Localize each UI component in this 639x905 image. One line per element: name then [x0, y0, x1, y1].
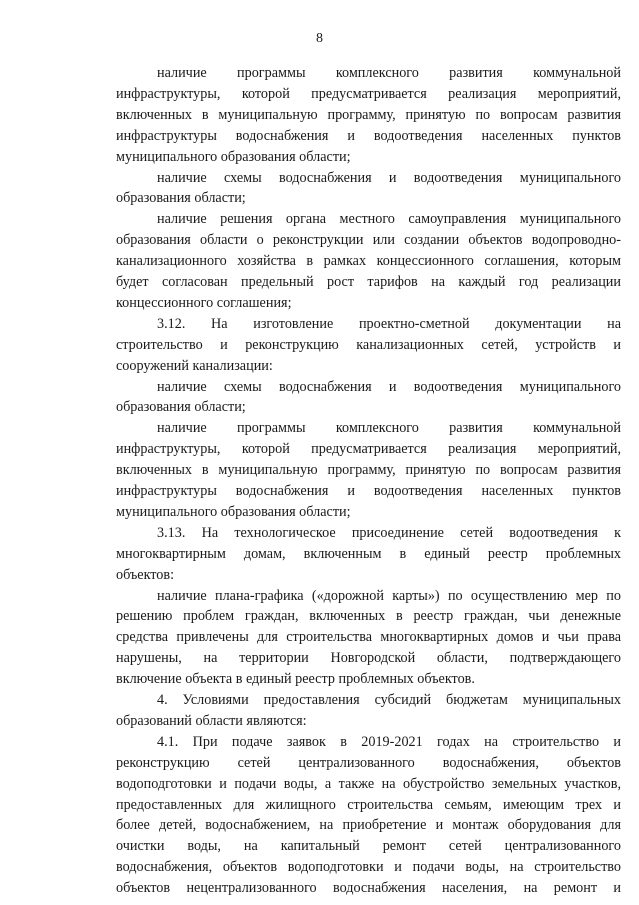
text-line: образований области являются: — [116, 712, 307, 729]
text-line: реконструкцию сетей централизованного водоснабжения, объектов — [116, 754, 621, 771]
text-line: наличие программы комплексного развития коммунальной — [157, 420, 621, 437]
text-line: канализационного хозяйства в рамках концессионного соглашения, которым — [116, 253, 621, 270]
text-line: муниципального образования области; — [116, 148, 351, 165]
text-line: образования области; — [116, 399, 246, 416]
text-line: наличие плана-графика («дорожной карты») по осуществлению мер по — [157, 587, 621, 604]
text-line: инфраструктуры, которой предусматривается реализация мероприятий, — [116, 441, 621, 458]
text-line: включенных в муниципальную программу, принятую по вопросам развития — [116, 462, 621, 479]
text-line: инфраструктуры водоснабжения и водоотведения населенных пунктов — [116, 483, 621, 499]
text-line: более детей, водоснабжением, на приобретение и монтаж оборудования для — [116, 817, 621, 834]
text-line: очистки воды, на капитальный ремонт сетей централизованного — [116, 838, 621, 855]
text-line: 3.12. На изготовление проектно-сметной документации на — [157, 315, 621, 332]
text-line: объектов нецентрализованного водоснабжения населения, на ремонт и — [116, 880, 621, 897]
text-line: объектов: — [116, 566, 175, 583]
text-line: образования области; — [116, 190, 246, 207]
text-line: включенных в муниципальную программу, принятую по вопросам развития — [116, 106, 621, 123]
text-line: включение объекта в единый реестр проблемных объектов. — [116, 671, 475, 688]
text-line: наличие схемы водоснабжения и водоотведения муниципального — [157, 378, 621, 395]
text-line: 4.1. При подаче заявок в 2019-2021 годах на строительство и — [157, 733, 621, 750]
text-line: предоставленных для жилищного строительства семьям, имеющим трех и — [116, 796, 621, 813]
text-line: многоквартирным домам, включенным в единый реестр проблемных — [116, 545, 621, 562]
text-line: сооружений канализации: — [116, 357, 273, 374]
text-line: образования области о реконструкции или создании объектов водопроводно- — [116, 232, 621, 249]
text-line: строительство и реконструкцию канализационных сетей, устройств и — [116, 336, 621, 353]
text-line: средства привлечены для строительства многоквартирных домов и чьи права — [116, 629, 621, 646]
text-line: наличие схемы водоснабжения и водоотведения муниципального — [157, 169, 621, 186]
text-line: концессионного соглашения; — [116, 294, 292, 311]
text-line: наличие программы комплексного развития коммунальной — [157, 65, 621, 81]
text-line: решению проблем граждан, включенных в реестр граждан, чьи денежные — [116, 608, 621, 625]
text-line: инфраструктуры, которой предусматривается реализация мероприятий, — [116, 85, 621, 102]
text-line: инфраструктуры водоснабжения и водоотведения населенных пунктов — [116, 127, 621, 144]
text-line: муниципального образования области; — [116, 503, 351, 520]
page-number: 8 — [316, 31, 323, 46]
text-line: будет согласован предельный рост тарифов на каждый год реализации — [116, 274, 621, 290]
text-line: 3.13. На технологическое присоединение сетей водоотведения к — [157, 524, 621, 541]
text-line: 4. Условиями предоставления субсидий бюджетам муниципальных — [157, 692, 621, 708]
text-line: нарушены, на территории Новгородской области, подтверждающего — [116, 650, 621, 667]
text-line: водоснабжения, объектов водоподготовки и подачи воды, на строительство — [116, 859, 621, 876]
text-line: водоподготовки и подачи воды, а также на обустройство земельных участков, — [116, 775, 621, 792]
text-line: наличие решения органа местного самоуправления муниципального — [157, 211, 621, 228]
